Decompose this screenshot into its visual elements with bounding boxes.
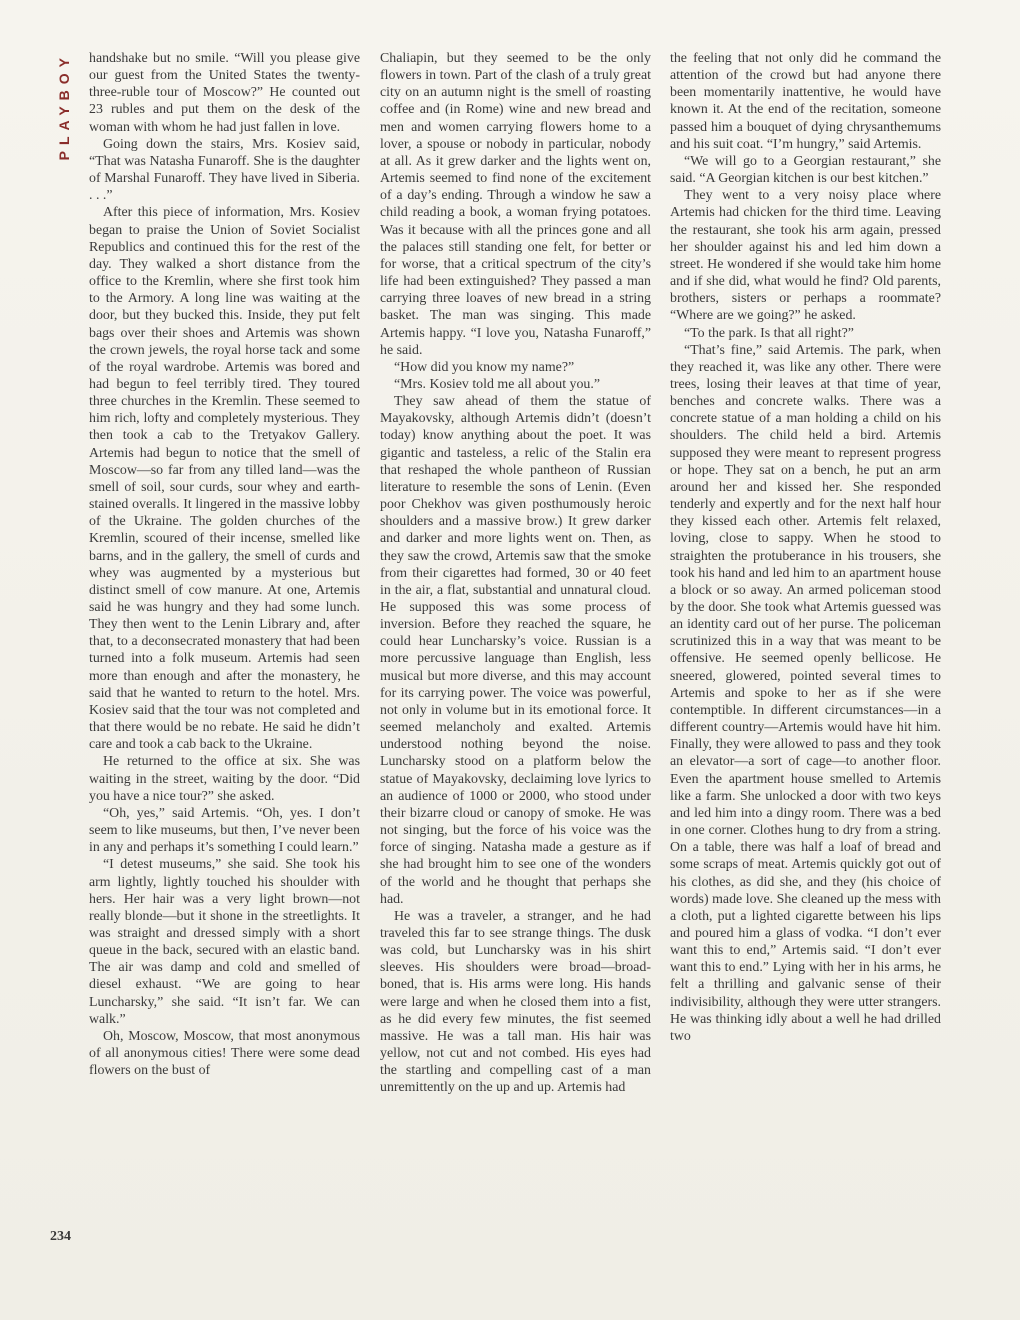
paragraph: They went to a very noisy place where Artemis had chicken for the third time. Leaving the restaurant, she took his arm again, pressed her shoulder against his and led him down a street. He wondered if she would take him home and if she did, what would he find? Old parents, brothers, sisters or perhaps a roommate? “Where are we going?” he asked. bbox=[670, 188, 941, 324]
paragraph: Oh, Moscow, Moscow, that most anonymous of all anonymous cities! There were some dead flowers on the bust of bbox=[89, 1028, 360, 1079]
paragraph: He was a traveler, a stranger, and he had traveled this far to see strange things. The dusk was cold, but Luncharsky was in his shirt sleeves. His shoulders were broad—broad-boned, that is. His arms were long. His hands were large and when he closed them into a fist, as he did every few minutes, the fist seemed massive. He was a tall man. His hair was yellow, not cut and not combed. His eyes had the startling and compelling cast of a man unremittently on the up and up. Artemis had bbox=[380, 908, 651, 1096]
magazine-masthead: PLAYBOY bbox=[56, 52, 72, 161]
text-column-3 bbox=[670, 50, 941, 1286]
paragraph: Chaliapin, but they seemed to be the only flowers in town. Part of the clash of a truly great city on an autumn night is the smell of roasting coffee and (in Rome) wine and new bread and men and women carrying flowers home to a lover, a spouse or nobody in particular, nobody at all. As it grew darker and the lights went on, Artemis seemed to find none of the excitement of a day’s ending. Through a window he saw a child reading a book, a woman frying potatoes. Was it because with all the princes gone and all the palaces still standing one felt, for better or for worse, that a critical spectrum of the city’s life had been extinguished? They passed a man carrying three loaves of new bread in a string basket. The man was singing. This made Artemis happy. “I love you, Natasha Funaroff,” he said. bbox=[380, 51, 651, 358]
page-number: 234 bbox=[50, 1229, 71, 1244]
paragraph: “How did you know my name?” bbox=[394, 359, 575, 375]
paragraph: “Mrs. Kosiev told me all about you.” bbox=[394, 376, 601, 392]
paragraph: handshake but no smile. “Will you please give our guest from the United States the twenty-three-ruble tour of Moscow?” He counted out 23 rubles and put them on the desk of the woman with whom he had just fallen in love. bbox=[89, 51, 360, 135]
text-column-2 bbox=[380, 50, 651, 1286]
paragraph: Going down the stairs, Mrs. Kosiev said, “That was Natasha Funaroff. She is the daughter of Marshal Funaroff. They have lived in Siberia. . . .” bbox=[89, 136, 360, 204]
paragraph: “I detest museums,” she said. She took his arm lightly, lightly touched his shoulder with hers. Her hair was a very light brown—not really blonde—but it shone in the streetlights. It was straight and dressed simply with a short queue in the back, secured with an elastic band. The air was damp and cold and smelled of diesel exhaust. “We are going to hear Luncharsky,” she said. “It isn’t far. We can walk.” bbox=[89, 857, 360, 1027]
paragraph: “We will go to a Georgian restaurant,” she said. “A Georgian kitchen is our best kitchen.” bbox=[670, 153, 941, 187]
paragraph: “To the park. Is that all right?” bbox=[684, 325, 854, 341]
paragraph: “Oh, yes,” said Artemis. “Oh, yes. I don’t seem to like museums, but then, I’ve never been in any and perhaps it’s something I could learn.” bbox=[89, 805, 360, 856]
paragraph: the feeling that not only did he command the attention of the crowd but had anyone there been momentarily inattentive, he would have known it. At the end of the recitation, someone passed him a bouquet of dying chrysanthemums and his suit coat. “I’m hungry,” said Artemis. bbox=[670, 51, 941, 152]
text-column-1 bbox=[89, 50, 360, 1286]
paragraph: He returned to the office at six. She was waiting in the street, waiting by the door. “Did you have a nice tour?” she asked. bbox=[89, 754, 360, 804]
paragraph: After this piece of information, Mrs. Kosiev began to praise the Union of Soviet Socialist Republics and continued this for the rest of the day. They walked a short distance from the office to the Kremlin, where she first took him to the Armory. A long line was waiting at the door, but they bucked this. Inside, they put felt bags over their shoes and Artemis was shown the crown jewels, the royal horse tack and some of the royal wardrobe. Artemis was bored and had begun to feel terribly tired. They toured three churches in the Kremlin. These seemed to him rich, lofty and completely mysterious. They then took a cab to the Tretyakov Gallery. Artemis had begun to notice that the smell of Moscow—so far from any tilled land—was the smell of soil, sour curds, sour whey and earth-stained overalls. It lingered in the massive lobby of the Ukraine. The golden churches of the Kremlin, scoured of their incense, smelled like barns, and in the gallery, the smell of curds and whey was augmented by a mysterious but distinct smell of cow manure. At one, Artemis said he was hungry and they had some lunch. They then went to the Lenin Library and, after that, to a deconsecrated monastery that had been turned into a folk museum. Artemis had seen more than enough and after the monastery, he said that he wanted to return to the hotel. Mrs. Kosiev said that the tour was not completed and that there would be no rebate. He said he didn’t care and took a cab back to the Ukraine. bbox=[89, 205, 360, 753]
paragraph: “That’s fine,” said Artemis. The park, when they reached it, was like any other. There were trees, losing their leaves at that time of year, benches and concrete walks. There was a concrete statue of a man holding a child on his shoulders. The child held a bird. Artemis supposed they were meant to represent progress or hope. They sat on a bench, he put an arm around her and kissed her. She responded tenderly and expertly and for the next half hour they kissed each other. Artemis felt relaxed, loving, close to sappy. When he stood to straighten the protuberance in his trousers, she took his hand and led him to an apartment house a block or so away. An armed policeman stood by the door. She took what Artemis guessed was an identity card out of her purse. The policeman scrutinized this in a way that was meant to be offensive. He seemed openly bellicose. He sneered, glowered, pointed several times to Artemis and spoke to her as if she were contemptible. In different circumstances—in a different country—Artemis would have hit him. Finally, they were allowed to pass and they took an elevator—a sort of cage—to another floor. Even the apartment house smelled to Artemis like a farm. She unlocked a door with two keys and led him into a dingy room. There was a bed in one corner. Clothes hung to dry from a string. On a table, there was half a loaf of bread and some scraps of meat. Artemis quickly got out of his clothes, as did she, and they (his choice of words) made love. She cleaned up the mess with a cloth, put a lighted cigarette between his lips and poured him a glass of vodka. “I don’t ever want this to end,” Artemis said. “I don’t ever want this to end.” Lying with her in his arms, he felt a thrilling and galvanic sense of their indivisibility, although they were utter strangers. He was thinking idly about a well he had drilled two bbox=[670, 342, 941, 1044]
paragraph: They saw ahead of them the statue of Mayakovsky, although Artemis didn’t (doesn’t today) know anything about the poet. It was gigantic and tasteless, a relic of the Stalin era that reshaped the whole pantheon of Russian literature to resemble the sons of Lenin. (Even poor Chekhov was given posthumously heroic shoulders and a massive brow.) It grew darker and darker and more lights went on. Then, as they saw the crowd, Artemis saw that the smoke from their cigarettes had formed, 30 or 40 feet in the air, a flat, substantial and unnatural cloud. He supposed this was some process of inversion. Before they reached the square, he could hear Luncharsky’s voice. Russian is a more percussive language than English, less musical but more diverse, and this may account for its carrying power. The voice was powerful, not only in volume but in its emotional force. It seemed melancholy and exalted. Artemis understood nothing beyond the noise. Luncharsky stood on a platform below the statue of Mayakovsky, declaiming love lyrics to an audience of 1000 or 2000, who stood under their bizarre cloud or canopy of smoke. He was not singing, but the force of his voice was the force of singing. Natasha made a gesture as if she had brought him to see one of the wonders of the world and he thought that perhaps she had. bbox=[380, 394, 651, 907]
